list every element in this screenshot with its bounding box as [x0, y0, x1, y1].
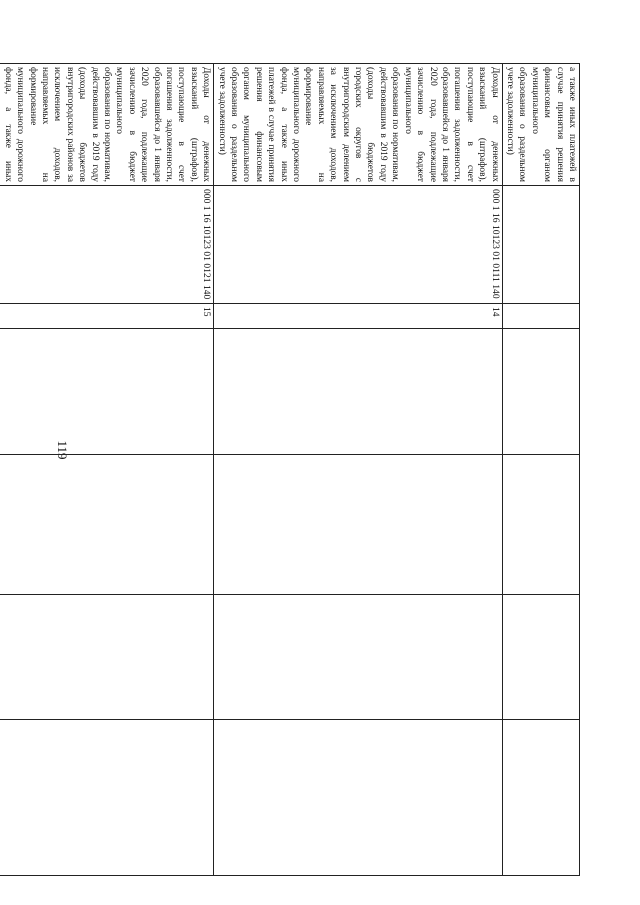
row-number-cell — [502, 304, 579, 329]
page-number: 119 — [55, 440, 70, 460]
row-code-cell — [502, 186, 579, 304]
empty-cell — [214, 595, 502, 720]
empty-cell — [502, 455, 579, 595]
empty-cell — [214, 329, 502, 455]
empty-cell — [0, 720, 214, 876]
empty-cell — [502, 329, 579, 455]
empty-cell — [0, 329, 214, 455]
row-text-cell: а также иных платежей в случае принятия решения финансовым органом муниципального образования о раздельном учете задолженности) — [502, 64, 579, 186]
table-row — [502, 64, 579, 876]
table-row — [0, 64, 214, 876]
empty-cell — [0, 455, 214, 595]
row-code-cell: 000 1 16 10123 01 0121 140 — [0, 186, 214, 304]
empty-cell — [0, 595, 214, 720]
budget-codes-table — [0, 63, 580, 876]
row-text-cell: Доходы от денежных взысканий (штрафов), поступающие в счет погашения задолженности, образовавшейся до 1 января 2020 года, подлежащие зачислению в бюджет муниципального образования по нормативам, действовавшим в 2019 году (доходы бюджетов городских округов с внутригородским делением за исключением доходов, направляемых на формирование муниципального дорожного фонда, а также иных платежей в случае принятия решения финансовым органом муниципального образования о раздельном учете задолженности) — [214, 64, 502, 186]
empty-cell — [502, 720, 579, 876]
table-row — [214, 64, 502, 876]
row-code-cell: 000 1 16 10123 01 0111 140 — [214, 186, 502, 304]
row-number-cell: 14 — [214, 304, 502, 329]
row-number-cell: 15 — [0, 304, 214, 329]
row-text-cell: Доходы от денежных взысканий (штрафов), поступающие в счет погашения задолженности, образовавшейся до 1 января 2020 года, подлежащие зачислению в бюджет муниципального образования по нормативам, действовавшим в 2019 году (доходы бюджетов внутригородских районов за исключением доходов, направляемых на формирование муниципального дорожного фонда, а также иных — [0, 64, 214, 186]
empty-cell — [502, 595, 579, 720]
empty-cell — [214, 720, 502, 876]
empty-cell — [214, 455, 502, 595]
